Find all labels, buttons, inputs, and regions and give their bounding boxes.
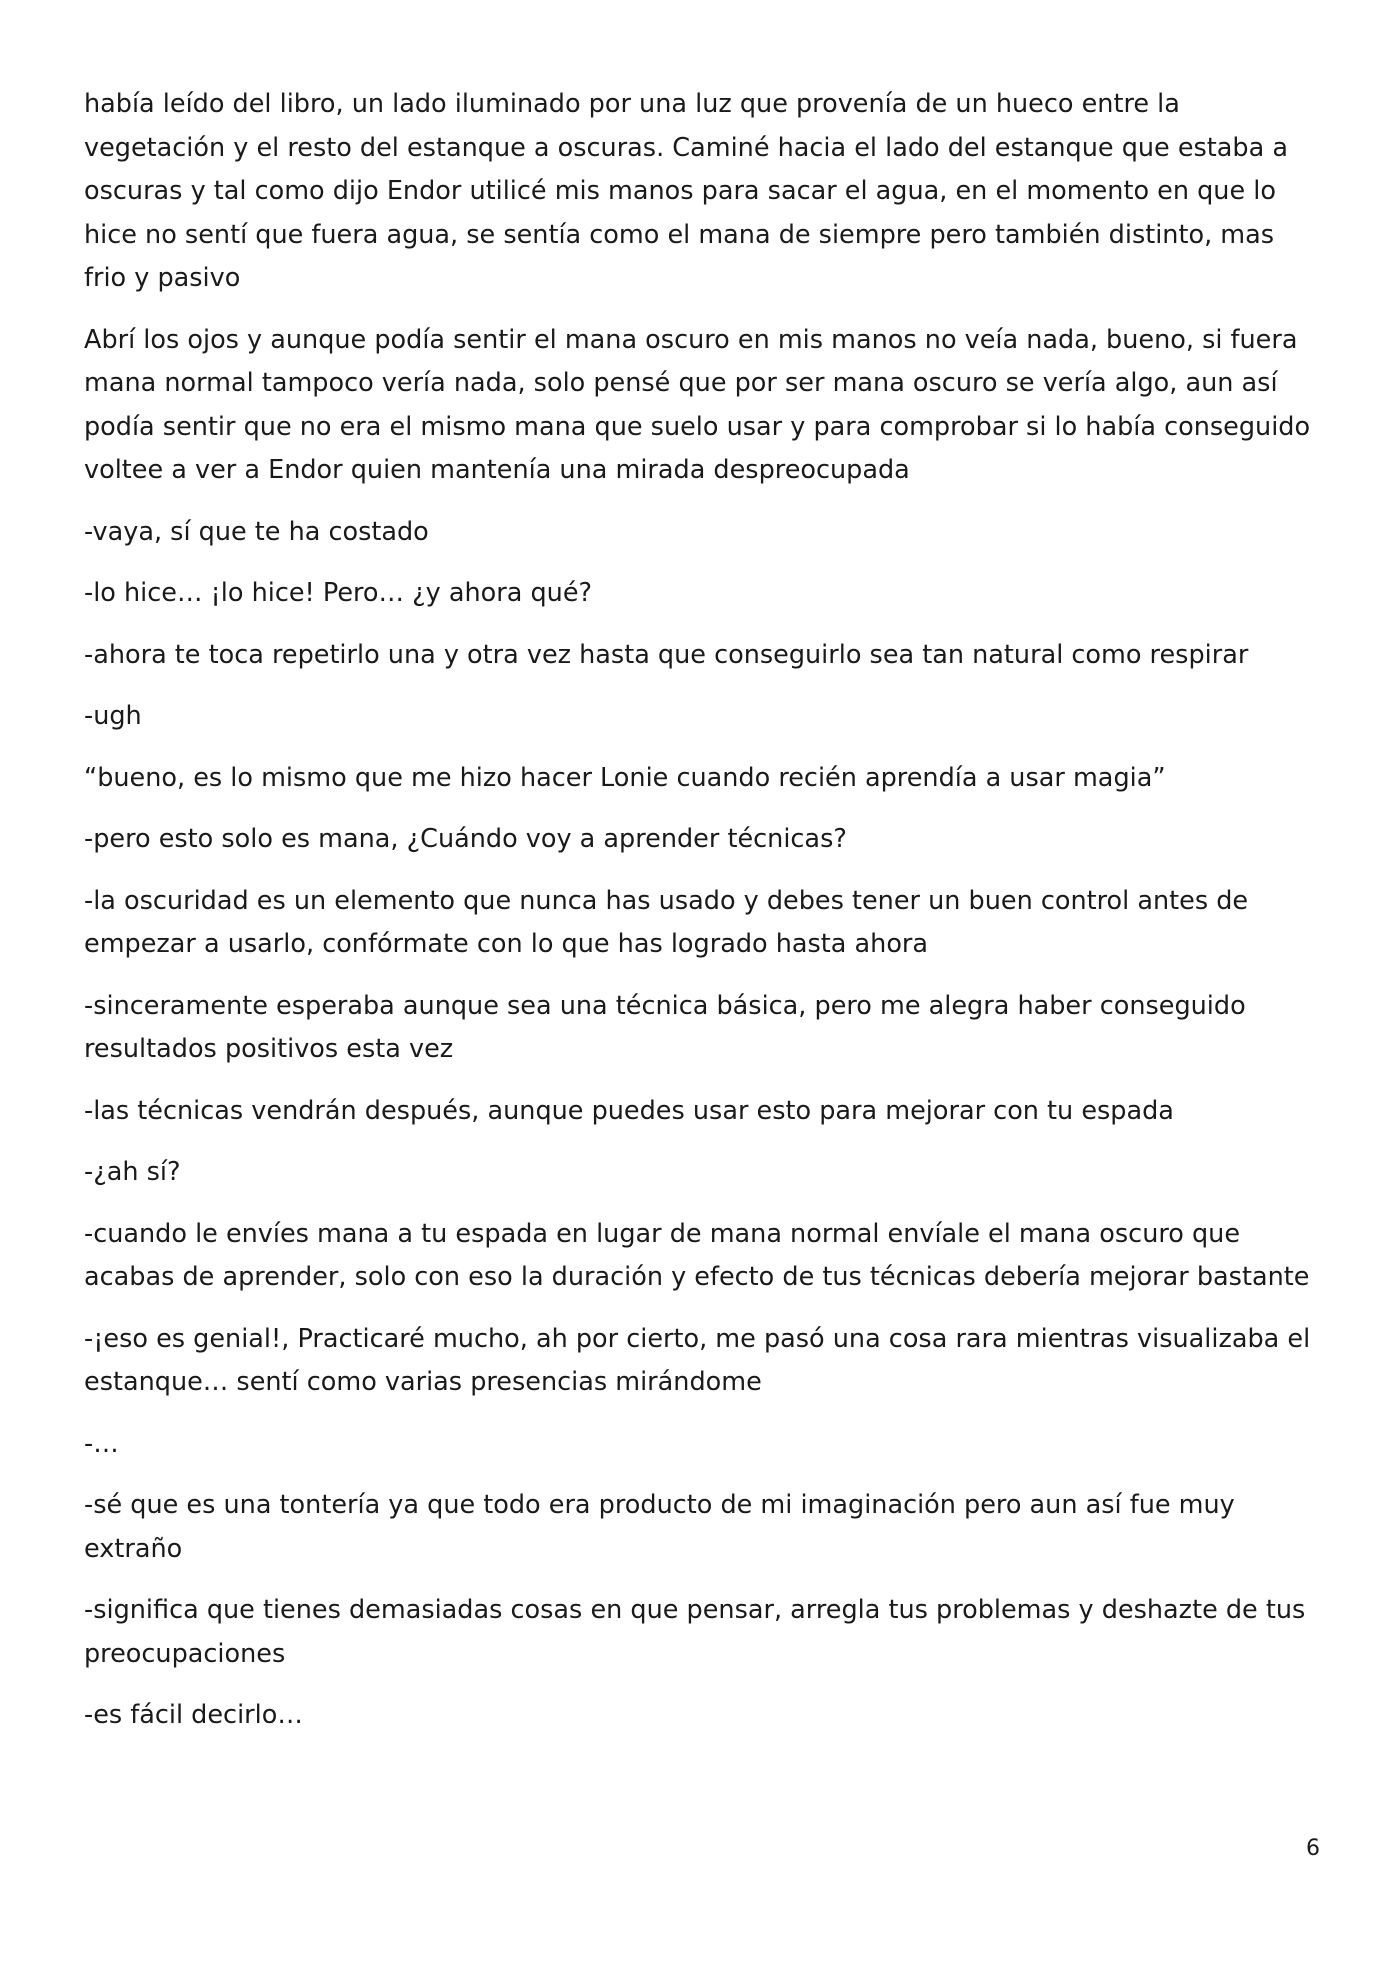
dialogue-line: -las técnicas vendrán después, aunque puedes usar esto para mejorar con tu espada — [84, 1095, 1174, 1126]
dialogue-line: -cuando le envíes mana a tu espada en lugar de mana normal envíale el mana oscuro que acabas de aprender, solo con eso la duración y efecto de tus técnicas debería mejorar bastante — [84, 1218, 1310, 1292]
dialogue-line: -lo hice… ¡lo hice! Pero… ¿y ahora qué? — [84, 578, 593, 608]
dialogue-line: -¡eso es genial!, Practicaré mucho, ah por cierto, me pasó una cosa rara mientras visualizaba el estanque… sentí como varias presencias mirándome — [84, 1323, 1311, 1397]
page-number: 6 — [1306, 1836, 1320, 1861]
dialogue-line: -¿ah sí? — [84, 1157, 181, 1187]
dialogue-line: -ugh — [84, 701, 142, 731]
dialogue-line: -vaya, sí que te ha costado — [84, 516, 429, 547]
dialogue-line: -sinceramente esperaba aunque sea una técnica básica, pero me alegra haber conseguido resultados positivos esta vez — [84, 990, 1246, 1064]
dialogue-line: -… — [84, 1428, 119, 1459]
paragraph: había leído del libro, un lado iluminado por una luz que provenía de un hueco entre la vegetación y el resto del estanque a oscuras. Caminé hacia el lado del estanque que estaba a oscuras y tal como dijo Endor utilicé mis manos para sacar el agua, en el momento en que lo hice no sentí que fuera agua, se sentía como el mana de siempre pero también distinto, mas frio y pasivo — [84, 89, 1288, 293]
dialogue-line: -pero esto solo es mana, ¿Cuándo voy a aprender técnicas? — [84, 824, 847, 854]
paragraph: Abrí los ojos y aunque podía sentir el mana oscuro en mis manos no veía nada, bueno, si fuera mana normal tampoco vería nada, solo pensé que por ser mana oscuro se vería algo, aun así podía sentir que no era el mismo mana que suelo usar y para comprobar si lo había conseguido voltee a ver a Endor quien mantenía una mirada despreocupada — [84, 324, 1311, 485]
dialogue-line: -sé que es una tontería ya que todo era producto de mi imaginación pero aun así fue muy extraño — [84, 1490, 1235, 1564]
dialogue-line: -es fácil decirlo… — [84, 1700, 303, 1730]
thought-line: “bueno, es lo mismo que me hizo hacer Lonie cuando recién aprendía a usar magia” — [84, 762, 1166, 793]
dialogue-line: -la oscuridad es un elemento que nunca has usado y debes tener un buen control antes de empezar a usarlo, confórmate con lo que has logrado hasta ahora — [84, 885, 1249, 959]
body-text — [84, 83, 1324, 1756]
dialogue-line: -significa que tienes demasiadas cosas en que pensar, arregla tus problemas y deshazte de tus preocupaciones — [84, 1595, 1306, 1669]
dialogue-line: -ahora te toca repetirlo una y otra vez hasta que conseguirlo sea tan natural como respirar — [84, 639, 1249, 670]
